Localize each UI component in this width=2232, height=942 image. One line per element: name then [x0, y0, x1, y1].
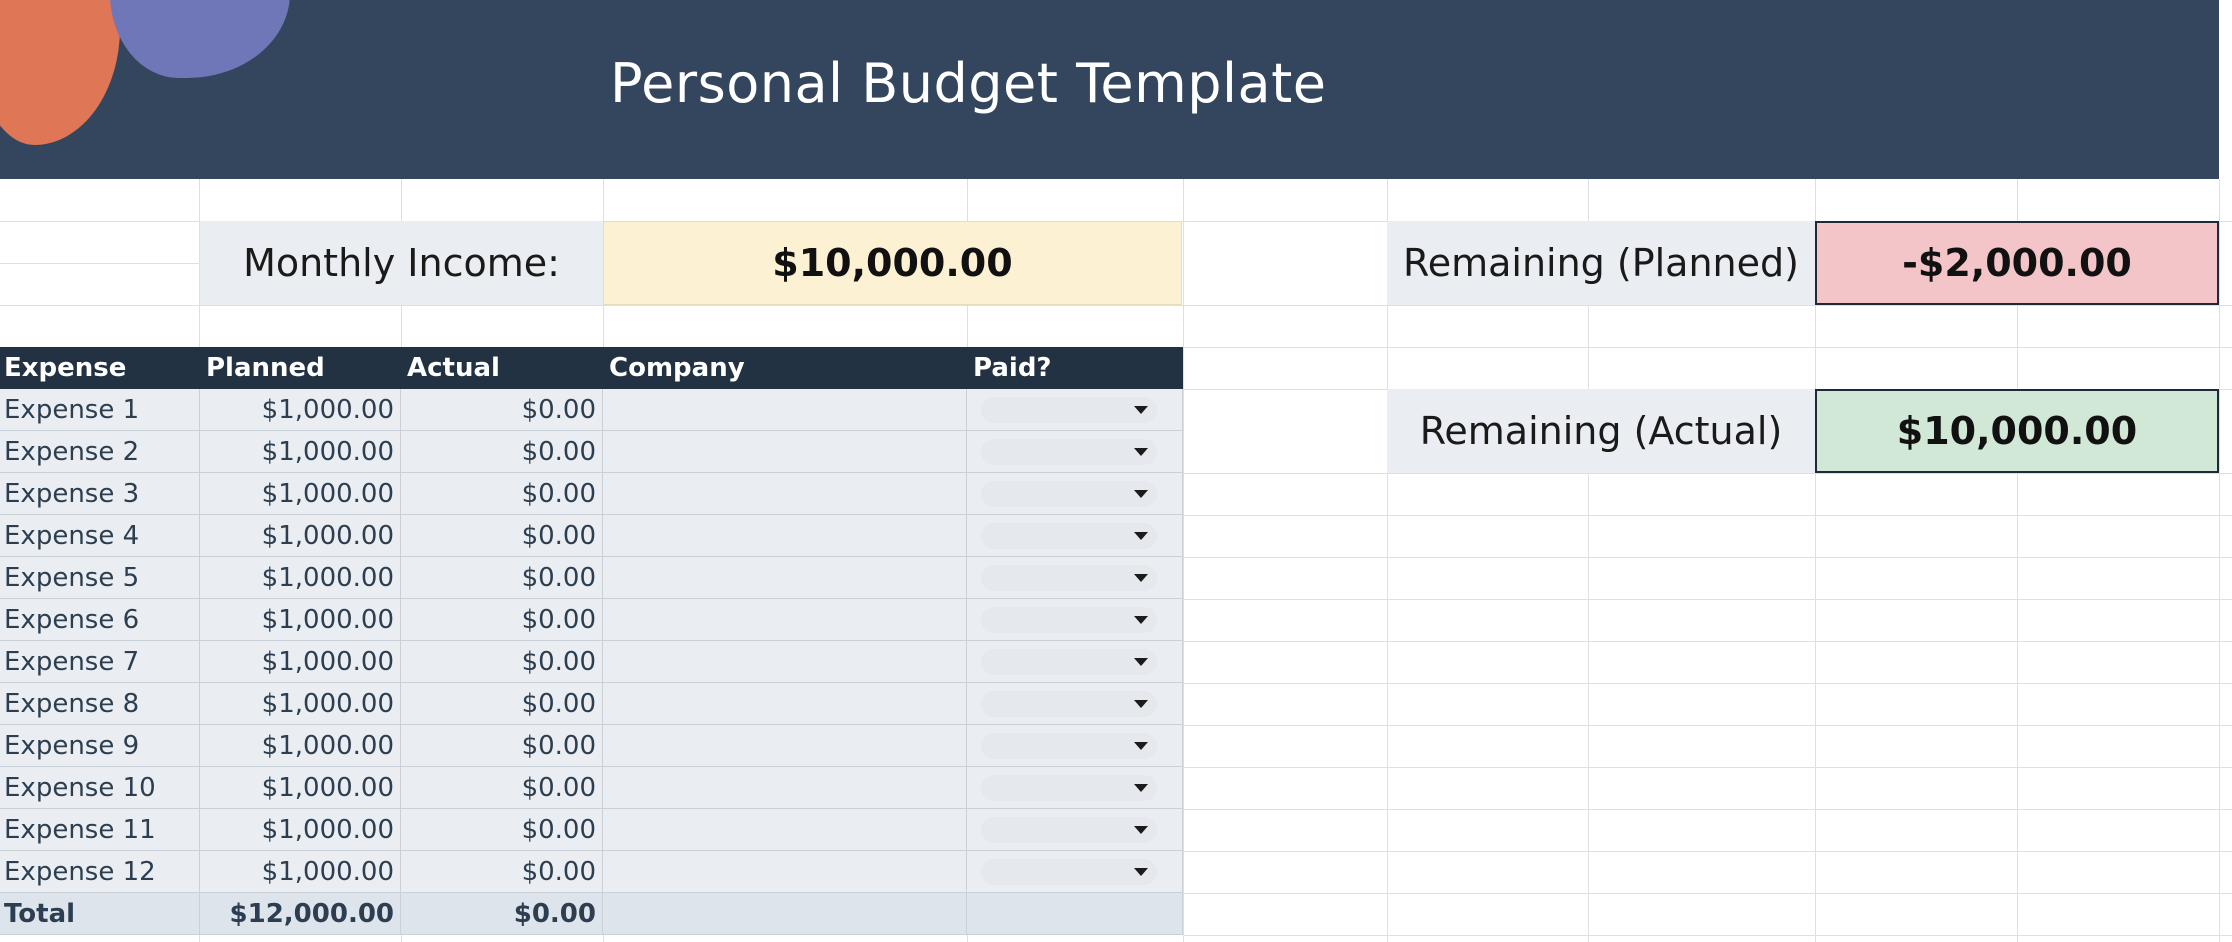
table-row	[0, 515, 1183, 557]
planned-cell[interactable]: $1,000.00	[200, 473, 401, 515]
expense-cell[interactable]: Expense 5	[0, 557, 200, 599]
grid-column-line	[1183, 179, 1184, 942]
paid-dropdown[interactable]	[967, 641, 1183, 683]
table-body	[0, 389, 1183, 893]
paid-dropdown[interactable]	[967, 725, 1183, 767]
grid-row-line	[0, 263, 200, 264]
actual-cell[interactable]: $0.00	[401, 809, 603, 851]
planned-cell[interactable]: $1,000.00	[200, 515, 401, 557]
planned-cell[interactable]: $1,000.00	[200, 851, 401, 893]
grid-row-line	[1183, 557, 2232, 558]
company-cell[interactable]	[603, 683, 967, 725]
paid-dropdown[interactable]	[967, 809, 1183, 851]
remaining-actual-label: Remaining (Actual)	[1387, 389, 1815, 473]
grid-row-line	[1183, 809, 2232, 810]
grid-row-line	[1183, 767, 2232, 768]
grid-row-line	[1183, 641, 2232, 642]
table-row	[0, 851, 1183, 893]
table-row	[0, 389, 1183, 431]
actual-cell[interactable]: $0.00	[401, 767, 603, 809]
grid-column-line	[2219, 179, 2220, 942]
planned-cell[interactable]: $1,000.00	[200, 389, 401, 431]
grid-row-line	[1183, 473, 2232, 474]
banner-edge	[2219, 0, 2232, 179]
total-paid-cell	[967, 893, 1183, 935]
expense-cell[interactable]: Expense 10	[0, 767, 200, 809]
grid-row-line	[0, 305, 2232, 306]
expense-cell[interactable]: Expense 2	[0, 431, 200, 473]
company-cell[interactable]	[603, 767, 967, 809]
paid-dropdown-chip[interactable]	[981, 397, 1157, 423]
title-banner	[0, 0, 2219, 179]
grid-row-line	[1183, 725, 2232, 726]
caret-down-icon[interactable]	[1134, 826, 1148, 834]
paid-dropdown[interactable]	[967, 557, 1183, 599]
remaining-planned-label: Remaining (Planned)	[1387, 221, 1815, 305]
paid-dropdown-chip[interactable]	[981, 691, 1157, 717]
expense-cell[interactable]: Expense 1	[0, 389, 200, 431]
monthly-income-value[interactable]: $10,000.00	[603, 221, 1182, 305]
table-row	[0, 431, 1183, 473]
caret-down-icon[interactable]	[1134, 574, 1148, 582]
planned-cell[interactable]: $1,000.00	[200, 683, 401, 725]
paid-dropdown-chip[interactable]	[981, 649, 1157, 675]
remaining-actual-value: $10,000.00	[1815, 389, 2219, 473]
table-row	[0, 809, 1183, 851]
actual-cell[interactable]: $0.00	[401, 683, 603, 725]
caret-down-icon[interactable]	[1134, 742, 1148, 750]
company-cell[interactable]	[603, 389, 967, 431]
table-row	[0, 767, 1183, 809]
caret-down-icon[interactable]	[1134, 406, 1148, 414]
paid-dropdown-chip[interactable]	[981, 817, 1157, 843]
actual-cell[interactable]: $0.00	[401, 431, 603, 473]
planned-cell[interactable]: $1,000.00	[200, 599, 401, 641]
planned-cell[interactable]: $1,000.00	[200, 809, 401, 851]
grid-row-line	[1183, 935, 2232, 936]
expense-cell[interactable]: Expense 6	[0, 599, 200, 641]
grid-row-line	[1183, 599, 2232, 600]
paid-dropdown-chip[interactable]	[981, 523, 1157, 549]
paid-dropdown[interactable]	[967, 473, 1183, 515]
planned-cell[interactable]: $1,000.00	[200, 431, 401, 473]
decorative-blob-purple	[110, 0, 290, 78]
caret-down-icon[interactable]	[1134, 616, 1148, 624]
caret-down-icon[interactable]	[1134, 868, 1148, 876]
grid-row-line	[1183, 893, 2232, 894]
caret-down-icon[interactable]	[1134, 784, 1148, 792]
paid-dropdown-chip[interactable]	[981, 439, 1157, 465]
paid-dropdown-chip[interactable]	[981, 565, 1157, 591]
paid-dropdown[interactable]	[967, 431, 1183, 473]
paid-dropdown[interactable]	[967, 515, 1183, 557]
column-header-company: Company	[603, 347, 967, 389]
actual-cell[interactable]: $0.00	[401, 851, 603, 893]
paid-dropdown-chip[interactable]	[981, 607, 1157, 633]
company-cell[interactable]	[603, 851, 967, 893]
company-cell[interactable]	[603, 557, 967, 599]
column-header-planned: Planned	[200, 347, 401, 389]
grid-row-line	[1183, 851, 2232, 852]
company-cell[interactable]	[603, 725, 967, 767]
total-company-cell	[603, 893, 967, 935]
table-row	[0, 599, 1183, 641]
caret-down-icon[interactable]	[1134, 490, 1148, 498]
expense-cell[interactable]: Expense 7	[0, 641, 200, 683]
expense-cell[interactable]: Expense 12	[0, 851, 200, 893]
actual-cell[interactable]: $0.00	[401, 725, 603, 767]
company-cell[interactable]	[603, 515, 967, 557]
expense-cell[interactable]: Expense 8	[0, 683, 200, 725]
total-label: Total	[0, 893, 200, 935]
decorative-blob-orange	[0, 0, 120, 145]
actual-cell[interactable]: $0.00	[401, 473, 603, 515]
planned-cell[interactable]: $1,000.00	[200, 767, 401, 809]
planned-cell[interactable]: $1,000.00	[200, 557, 401, 599]
total-planned: $12,000.00	[200, 893, 401, 935]
caret-down-icon[interactable]	[1134, 532, 1148, 540]
caret-down-icon[interactable]	[1134, 700, 1148, 708]
grid-row-line	[1183, 515, 2232, 516]
paid-dropdown[interactable]	[967, 851, 1183, 893]
actual-cell[interactable]: $0.00	[401, 389, 603, 431]
grid-row-line	[1183, 347, 2232, 348]
company-cell[interactable]	[603, 809, 967, 851]
page-title: Personal Budget Template	[610, 52, 1327, 115]
table-row	[0, 641, 1183, 683]
monthly-income-label: Monthly Income:	[200, 221, 603, 305]
paid-dropdown[interactable]	[967, 599, 1183, 641]
paid-dropdown-chip[interactable]	[981, 775, 1157, 801]
column-header-expense: Expense	[0, 347, 200, 389]
expense-cell[interactable]: Expense 3	[0, 473, 200, 515]
actual-cell[interactable]: $0.00	[401, 557, 603, 599]
paid-dropdown[interactable]	[967, 767, 1183, 809]
table-row	[0, 725, 1183, 767]
expense-cell[interactable]: Expense 11	[0, 809, 200, 851]
planned-cell[interactable]: $1,000.00	[200, 725, 401, 767]
expense-cell[interactable]: Expense 4	[0, 515, 200, 557]
column-header-paid: Paid?	[967, 347, 1183, 389]
company-cell[interactable]	[603, 641, 967, 683]
column-header-actual: Actual	[401, 347, 603, 389]
table-total-row	[0, 893, 1183, 935]
caret-down-icon[interactable]	[1134, 448, 1148, 456]
paid-dropdown[interactable]	[967, 683, 1183, 725]
actual-cell[interactable]: $0.00	[401, 599, 603, 641]
paid-dropdown-chip[interactable]	[981, 733, 1157, 759]
expense-table	[0, 347, 1183, 935]
grid-row-line	[1183, 683, 2232, 684]
table-row	[0, 473, 1183, 515]
table-row	[0, 683, 1183, 725]
company-cell[interactable]	[603, 473, 967, 515]
actual-cell[interactable]: $0.00	[401, 515, 603, 557]
table-header-row	[0, 347, 1183, 389]
company-cell[interactable]	[603, 431, 967, 473]
paid-dropdown-chip[interactable]	[981, 481, 1157, 507]
table-row	[0, 557, 1183, 599]
planned-cell[interactable]: $1,000.00	[200, 641, 401, 683]
paid-dropdown-chip[interactable]	[981, 859, 1157, 885]
paid-dropdown[interactable]	[967, 389, 1183, 431]
actual-cell[interactable]: $0.00	[401, 641, 603, 683]
total-actual: $0.00	[401, 893, 603, 935]
caret-down-icon[interactable]	[1134, 658, 1148, 666]
expense-cell[interactable]: Expense 9	[0, 725, 200, 767]
company-cell[interactable]	[603, 599, 967, 641]
remaining-planned-value: -$2,000.00	[1815, 221, 2219, 305]
